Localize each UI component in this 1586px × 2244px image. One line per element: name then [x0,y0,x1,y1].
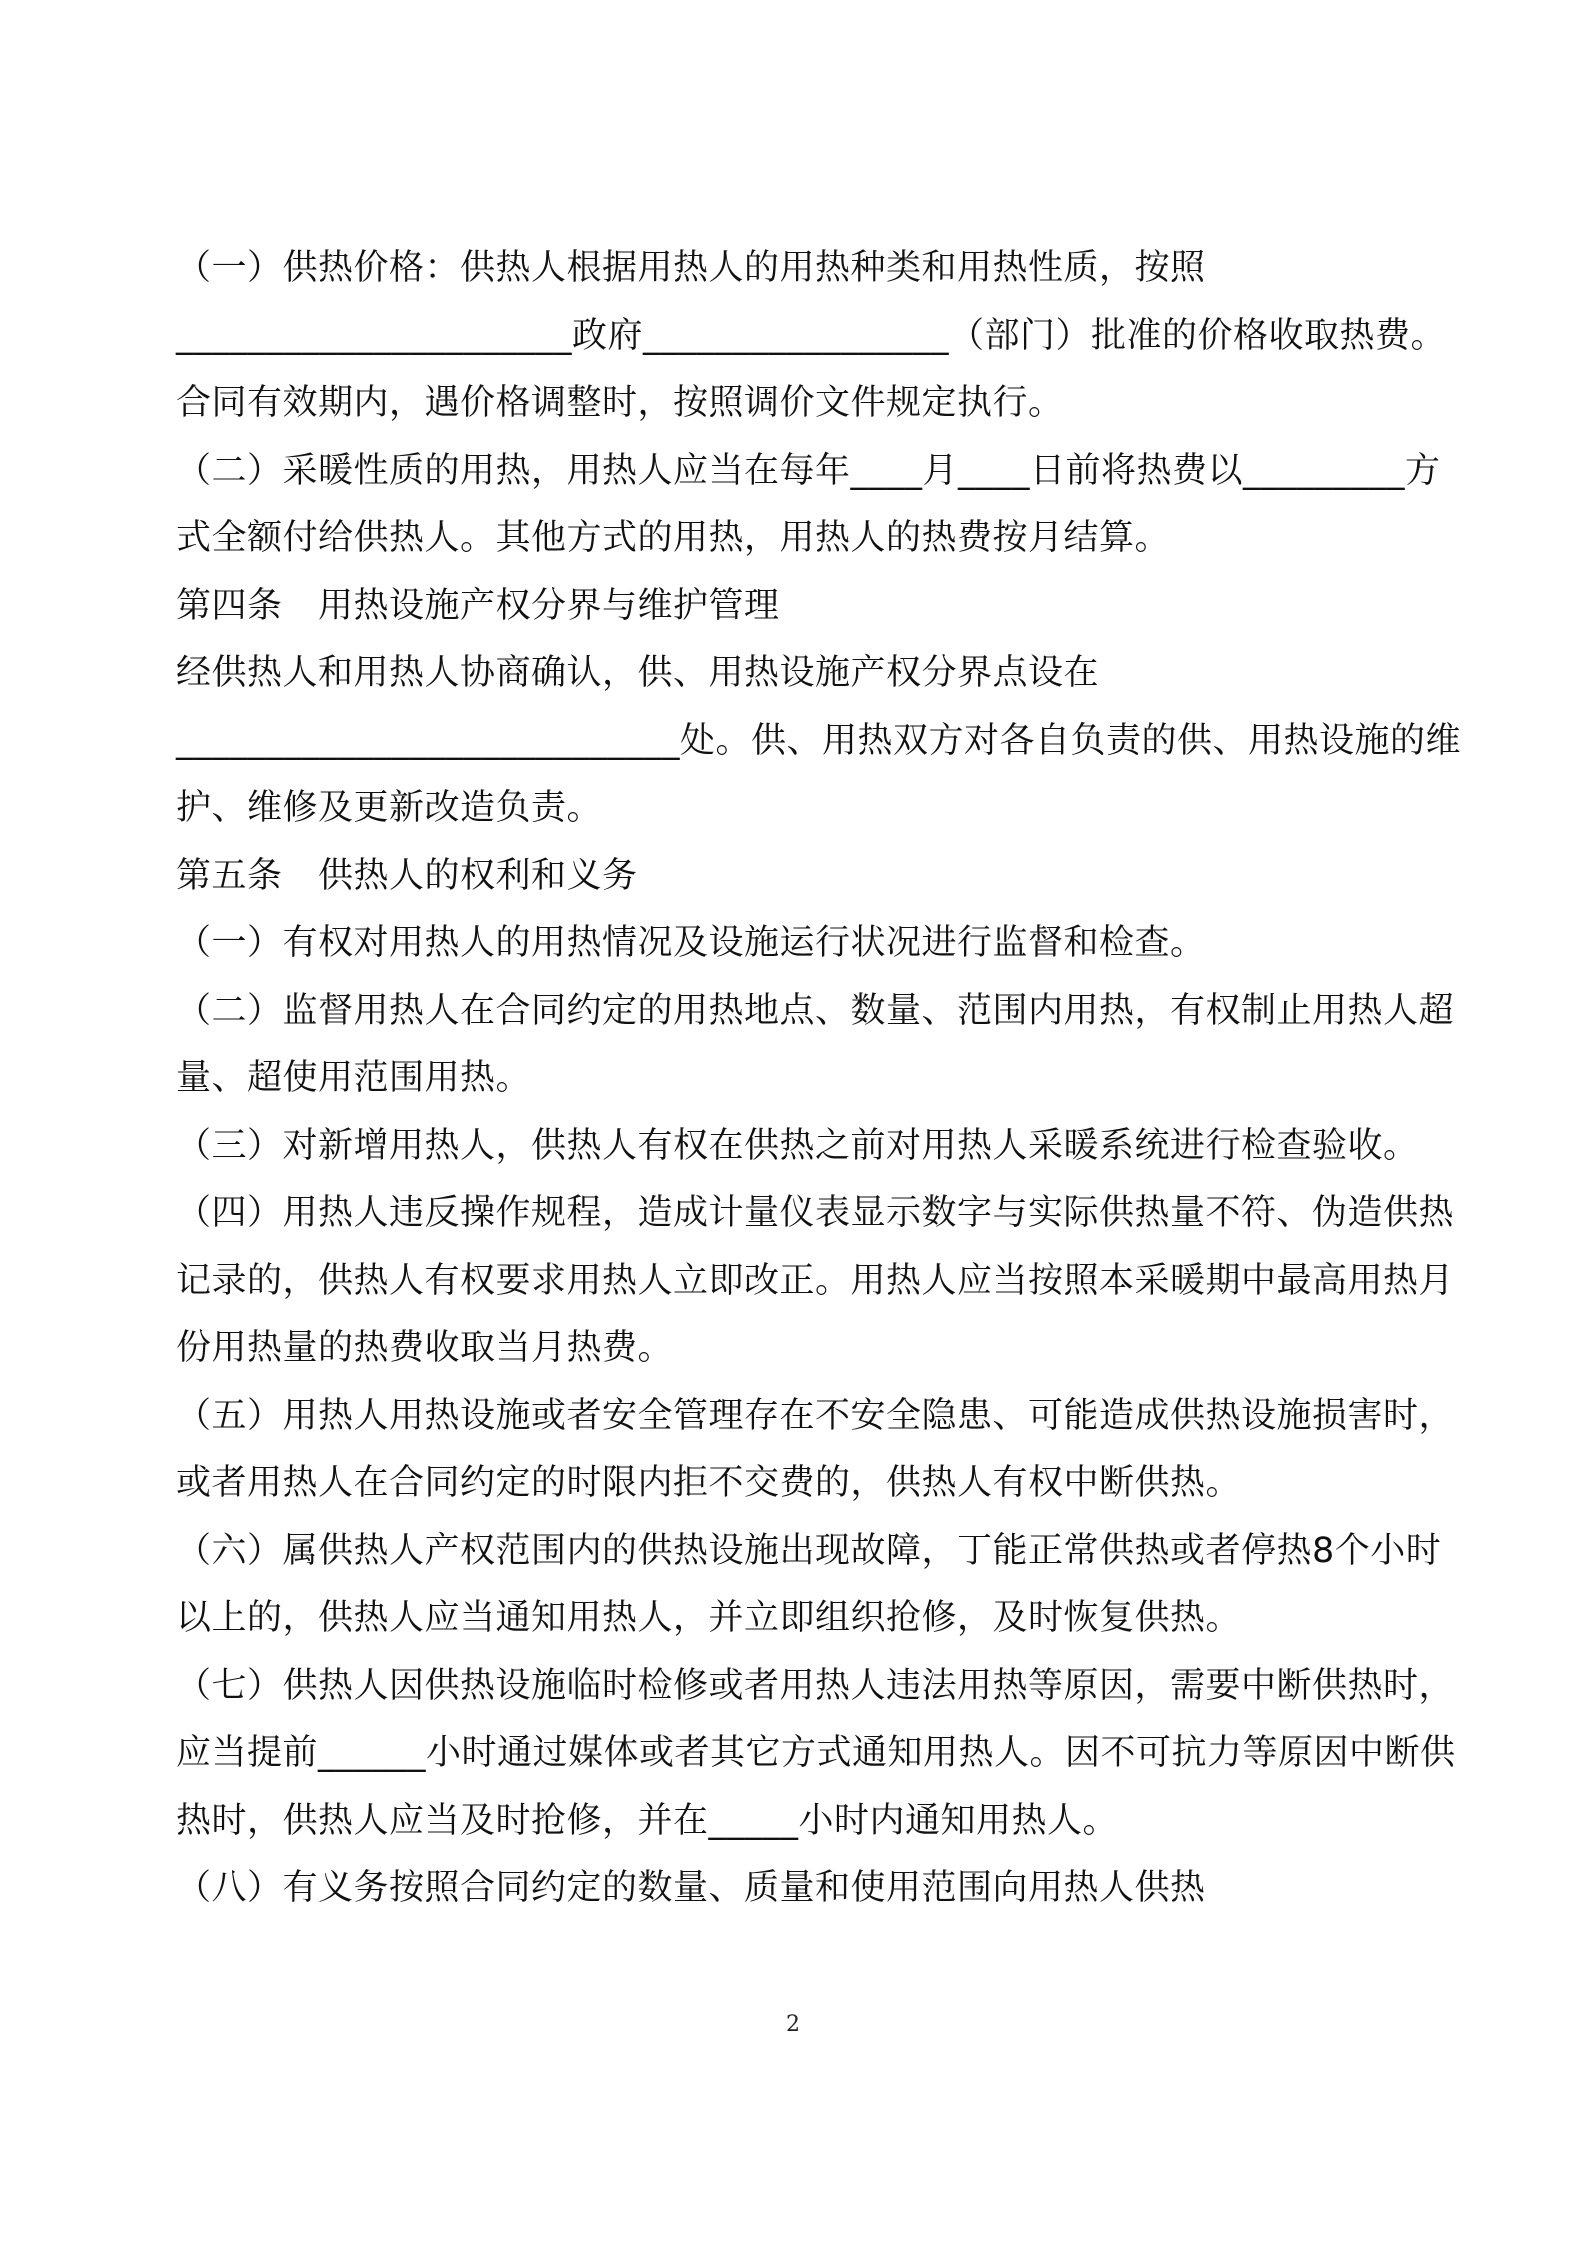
paragraph-price-adjustment: 合同有效期内，遇价格调整时，按照调价文件规定执行。 [176,383,1064,423]
paragraph-supplier-right-3: （三）对新增用热人，供热人有权在供热之前对用热人采暖系统进行检查验收。 [176,1125,1419,1166]
paragraph-heat-price: （一）供热价格：供热人根据用热人的用热种类和用热性质，按照______________________政府_________________（部门）批准的价格收取热费。 [176,248,1447,356]
document-body [176,235,1466,1923]
paragraph-supplier-right-6: （六）属供热人产权范围内的供热设施出现故障，丁能正常供热或者停热8个小时以上的，供热人应当通知用热人，并立即组织抢修，及时恢复供热。 [176,1530,1442,1638]
paragraph-property-boundary: 经供热人和用热人协商确认，供、用热设施产权分界点设在____________________________处。供、用热双方对各自负责的供、用热设施的维护、维修及更新改造负责。 [176,653,1462,828]
paragraph-heating-payment: （二）采暖性质的用热，用热人应当在每年____月____日前将热费以_________方式全额付给供热人。其他方式的用热，用热人的热费按月结算。 [176,450,1441,558]
paragraph-supplier-right-4: （四）用热人违反操作规程，造成计量仪表显示数字与实际供热量不符、伪造供热记录的，供热人有权要求用热人立即改正。用热人应当按照本采暖期中最高用热月份用热量的热费收取当月热费。 [176,1193,1455,1368]
paragraph-supplier-right-1: （一）有权对用热人的用热情况及设施运行状况进行监督和检查。 [176,923,1206,963]
article-5-heading: 第五条 供热人的权利和义务 [176,855,638,896]
paragraph-supplier-right-2: （二）监督用热人在合同约定的用热地点、数量、范围内用热，有权制止用热人超量、超使用范围用热。 [176,990,1455,1098]
paragraph-supplier-right-8: （八）有义务按照合同约定的数量、质量和使用范围向用热人供热 [176,1868,1206,1908]
article-4-heading: 第四条 用热设施产权分界与维护管理 [176,585,780,626]
page-number: 2 [786,2012,800,2037]
paragraph-supplier-right-7: （七）供热人因供热设施临时检修或者用热人违法用热等原因，需要中断供热时，应当提前______小时通过媒体或者其它方式通知用热人。因不可抗力等原因中断供热时，供热人应当及时抢修，并在_____小时内通知用热人。 [176,1665,1456,1841]
paragraph-supplier-right-5: （五）用热人用热设施或者安全管理存在不安全隐患、可能造成供热设施损害时，或者用热人在合同约定的时限内拒不交费的，供热人有权中断供热。 [176,1395,1455,1503]
